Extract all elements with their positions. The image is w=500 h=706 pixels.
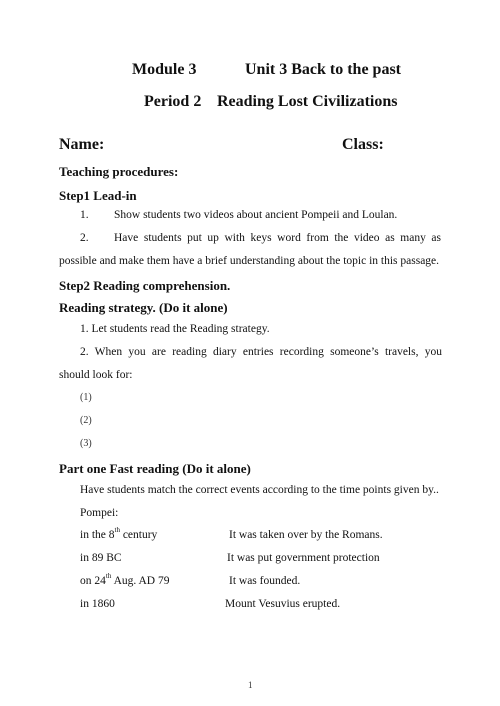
page-number: 1 — [248, 680, 253, 690]
time-point-3: on 24th Aug. AD 79 — [80, 572, 170, 587]
step1-item2-number: 2. — [80, 232, 89, 244]
place-label: Pompei: — [80, 507, 119, 519]
blank-1: (1) — [80, 392, 92, 403]
time-point-2: in 89 BC — [80, 552, 122, 564]
time-point-1: in the 8th century — [80, 526, 158, 541]
procedures-heading: Teaching procedures: — [59, 164, 179, 179]
event-1: It was taken over by the Romans. — [229, 529, 383, 541]
step2-item2-line2: should look for: — [59, 369, 133, 381]
step1-item2-line2: possible and make them have a brief understanding about the topic in this passage. — [59, 255, 440, 267]
part-one-heading: Part one Fast reading (Do it alone) — [59, 461, 251, 476]
time-point-4: in 1860 — [80, 598, 115, 610]
blank-3: (3) — [80, 438, 92, 449]
class-label: Class: — [342, 136, 384, 153]
event-4: Mount Vesuvius erupted. — [225, 598, 341, 610]
event-2: It was put government protection — [227, 552, 380, 564]
part-one-instruction: Have students match the correct events according to the time points given by.. — [80, 484, 439, 496]
event-3: It was founded. — [229, 575, 301, 587]
step1-item1-number: 1. — [80, 209, 89, 221]
lesson-title: Reading Lost Civilizations — [217, 93, 398, 110]
blank-2: (2) — [80, 415, 92, 426]
step2-item2-line1: 2. When you are reading diary entries recording someone’s travels, you — [80, 346, 442, 358]
reading-strategy-heading: Reading strategy. (Do it alone) — [59, 300, 228, 315]
name-label: Name: — [59, 136, 105, 153]
step2-item1: 1. Let students read the Reading strategy. — [80, 323, 270, 335]
step1-item1-text: Show students two videos about ancient Pompeii and Loulan. — [114, 209, 398, 221]
unit-title: Unit 3 Back to the past — [245, 61, 402, 78]
step1-item2-line1: Have students put up with keys word from the video as many as — [114, 232, 441, 244]
step2-heading: Step2 Reading comprehension. — [59, 278, 231, 293]
module-label: Module 3 — [132, 61, 197, 78]
step1-heading: Step1 Lead-in — [59, 188, 137, 203]
period-label: Period 2 — [144, 93, 202, 110]
